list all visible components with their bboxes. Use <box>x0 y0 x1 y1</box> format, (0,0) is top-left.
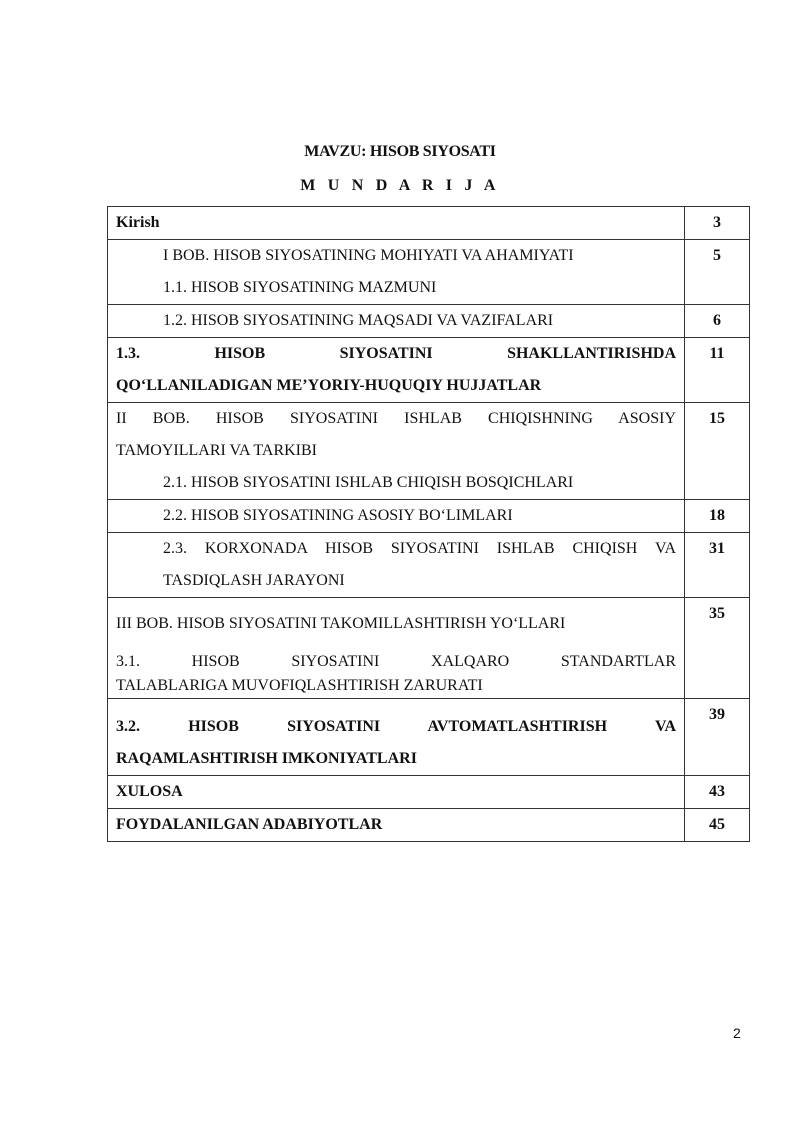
toc-row-chapter-2 <box>108 403 750 500</box>
toc-row-section-1-3 <box>108 338 750 403</box>
toc-row-section-1-2 <box>108 305 750 338</box>
contents-heading: M U N D A R I J A <box>300 177 500 194</box>
toc-entry <box>108 776 685 809</box>
toc-page-number: 45 <box>685 809 750 842</box>
toc-entry <box>108 598 685 699</box>
toc-row-introduction <box>108 207 750 240</box>
toc-page-number: 15 <box>685 403 750 500</box>
toc-entry <box>108 533 685 598</box>
toc-line: 2.2. HISOB SIYOSATINING ASOSIY BO‘LIMLARI <box>163 507 513 524</box>
toc-row-section-2-3 <box>108 533 750 598</box>
toc-row-section-3-2 <box>108 699 750 776</box>
toc-line: TAMOYILLARI VA TARKIBI <box>116 442 317 459</box>
toc-line: 3.1. HISOB SIYOSATINI XALQARO STANDARTLAR <box>116 653 676 670</box>
toc-line: XULOSA <box>116 783 183 800</box>
toc-line: 1.3. HISOB SIYOSATINI SHAKLLANTIRISHDA <box>116 345 676 362</box>
toc-line: TASDIQLASH JARAYONI <box>163 572 345 589</box>
table-of-contents <box>107 206 750 842</box>
document-title: MAVZU: HISOB SIYOSATI <box>304 143 496 160</box>
toc-entry <box>108 338 685 403</box>
toc-row-conclusion <box>108 776 750 809</box>
toc-row-chapter-3 <box>108 598 750 699</box>
toc-entry <box>108 699 685 776</box>
toc-line: 1.1. HISOB SIYOSATINING MAZMUNI <box>163 279 437 296</box>
toc-line: I BOB. HISOB SIYOSATINING MOHIYATI VA AHAMIYATI <box>163 247 574 264</box>
toc-page-number: 5 <box>685 240 750 305</box>
toc-page-number: 3 <box>685 207 750 240</box>
toc-page-number: 43 <box>685 776 750 809</box>
toc-entry <box>108 809 685 842</box>
toc-line: II BOB. HISOB SIYOSATINI ISHLAB CHIQISHNING ASOSIY <box>116 410 676 427</box>
toc-line: RAQAMLASHTIRISH IMKONIYATLARI <box>116 750 417 767</box>
toc-entry <box>108 500 685 533</box>
toc-entry <box>108 240 685 305</box>
toc-row-section-2-2 <box>108 500 750 533</box>
toc-entry <box>108 207 685 240</box>
toc-line: TALABLARIGA MUVOFIQLASHTIRISH ZARURATI <box>116 677 483 694</box>
toc-page-number: 39 <box>685 699 750 776</box>
toc-line: Kirish <box>116 214 160 231</box>
toc-line: FOYDALANILGAN ADABIYOTLAR <box>116 816 383 833</box>
toc-page-number: 31 <box>685 533 750 598</box>
toc-entry <box>108 403 685 500</box>
toc-line: 2.3. KORXONADA HISOB SIYOSATINI ISHLAB CHIQISH VA <box>163 540 676 557</box>
toc-line: 3.2. HISOB SIYOSATINI AVTOMATLASHTIRISH VA <box>116 718 676 735</box>
toc-page-number: 18 <box>685 500 750 533</box>
toc-page-number: 35 <box>685 598 750 699</box>
toc-entry <box>108 305 685 338</box>
toc-line: 2.1. HISOB SIYOSATINI ISHLAB CHIQISH BOSQICHLARI <box>163 474 574 491</box>
toc-row-references <box>108 809 750 842</box>
page-number: 2 <box>733 1025 741 1041</box>
toc-line: III BOB. HISOB SIYOSATINI TAKOMILLASHTIRISH YO‘LLARI <box>116 615 566 632</box>
toc-row-chapter-1 <box>108 240 750 305</box>
toc-line: QO‘LLANILADIGAN ME’YORIY-HUQUQIY HUJJATLAR <box>116 377 542 394</box>
toc-page-number: 11 <box>685 338 750 403</box>
toc-line: 1.2. HISOB SIYOSATINING MAQSADI VA VAZIFALARI <box>163 312 554 329</box>
toc-page-number: 6 <box>685 305 750 338</box>
